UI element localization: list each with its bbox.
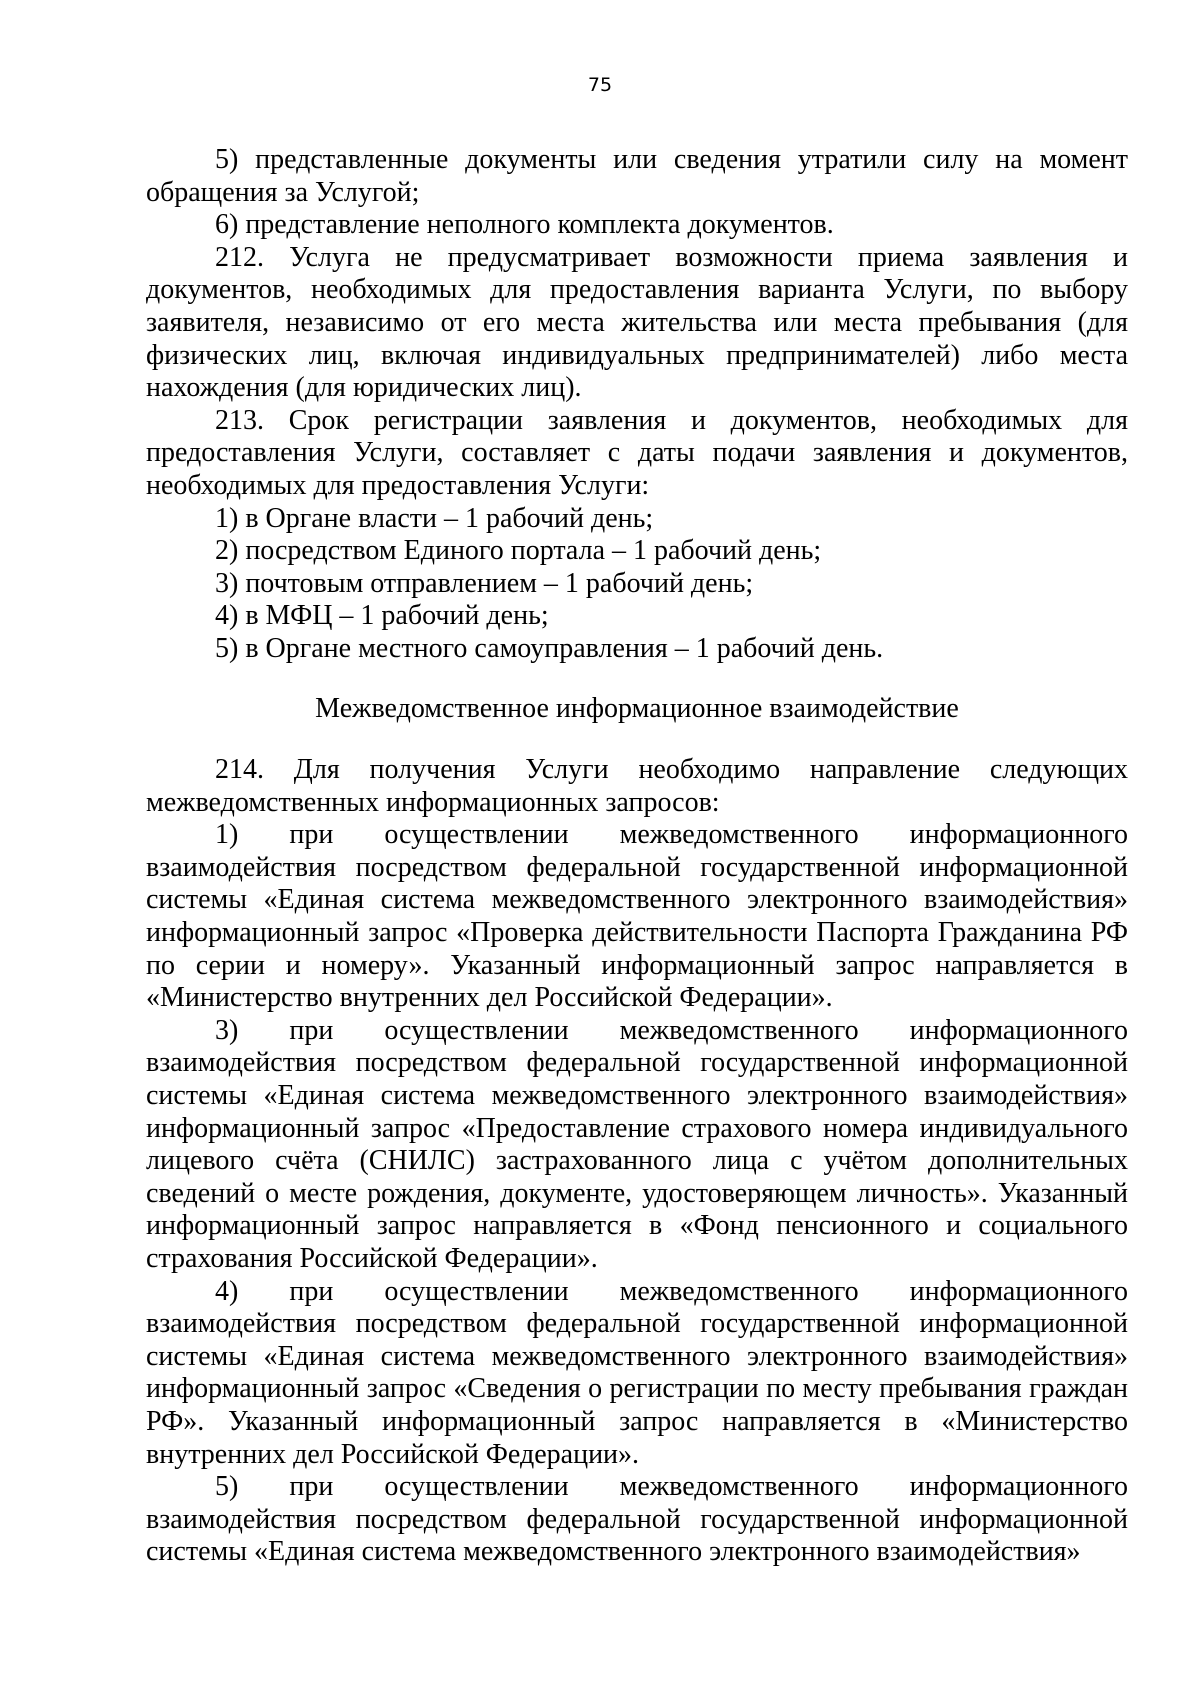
request-item-1-passport: 1) при осуществлении межведомственного информационного взаимодействия посредством федеральной государственной информационной системы «Единая система межведомственного электронного взаимодействия» информационный запрос «Проверка действительности Паспорта Гражданина РФ по серии и номеру». Указанный информационный запрос направляется в «Министерство внутренних дел Российской Федерации». bbox=[146, 819, 1128, 1014]
request-item-4-registration: 4) при осуществлении межведомственного информационного взаимодействия посредством федеральной государственной информационной системы «Единая система межведомственного электронного взаимодействия» информационный запрос «Сведения о регистрации по месту пребывания граждан РФ». Указанный информационный запрос направляется в «Министерство внутренних дел Российской Федерации». bbox=[146, 1275, 1128, 1470]
paragraph-213: 213. Срок регистрации заявления и документов, необходимых для предоставления Услуги, составляет с даты подачи заявления и документов, необходимых для предоставления Услуги: bbox=[146, 404, 1128, 501]
request-item-5-partial: 5) при осуществлении межведомственного информационного взаимодействия посредством федеральной государственной информационной системы «Единая система межведомственного электронного взаимодействия» bbox=[146, 1471, 1128, 1568]
page-number: 75 bbox=[587, 74, 613, 96]
paragraph-item-5-expired-docs: 5) представленные документы или сведения утратили силу на момент обращения за Услугой; bbox=[146, 144, 1128, 208]
paragraph-214: 214. Для получения Услуги необходимо направление следующих межведомственных информационных запросов: bbox=[146, 754, 1128, 818]
paragraph-212: 212. Услуга не предусматривает возможности приема заявления и документов, необходимых для предоставления варианта Услуги, по выбору заявителя, независимо от его места жительства или места пребывания (для физических лиц, включая индивидуальных предпринимателей) либо места нахождения (для юридических лиц). bbox=[146, 241, 1128, 404]
list-item-mfc: 4) в МФЦ – 1 рабочий день; bbox=[215, 600, 549, 632]
paragraph-item-6-incomplete-docs: 6) представление неполного комплекта документов. bbox=[215, 209, 834, 241]
request-item-3-snils: 3) при осуществлении межведомственного информационного взаимодействия посредством федеральной государственной информационной системы «Единая система межведомственного электронного взаимодействия» информационный запрос «Предоставление страхового номера индивидуального лицевого счёта (СНИЛС) застрахованного лица с учётом дополнительных сведений о месте рождения, документе, удостоверяющем личность». Указанный информационный запрос направляется в «Фонд пенсионного и социального страхования Российской Федерации». bbox=[146, 1014, 1128, 1274]
list-item-authority: 1) в Органе власти – 1 рабочий день; bbox=[215, 502, 654, 534]
list-item-local-government: 5) в Органе местного самоуправления – 1 рабочий день. bbox=[215, 632, 884, 664]
list-item-portal: 2) посредством Единого портала – 1 рабочий день; bbox=[215, 535, 822, 567]
section-heading: Межведомственное информационное взаимодействие bbox=[315, 692, 959, 724]
list-item-mail: 3) почтовым отправлением – 1 рабочий день; bbox=[215, 567, 754, 599]
document-body bbox=[146, 144, 1128, 1569]
